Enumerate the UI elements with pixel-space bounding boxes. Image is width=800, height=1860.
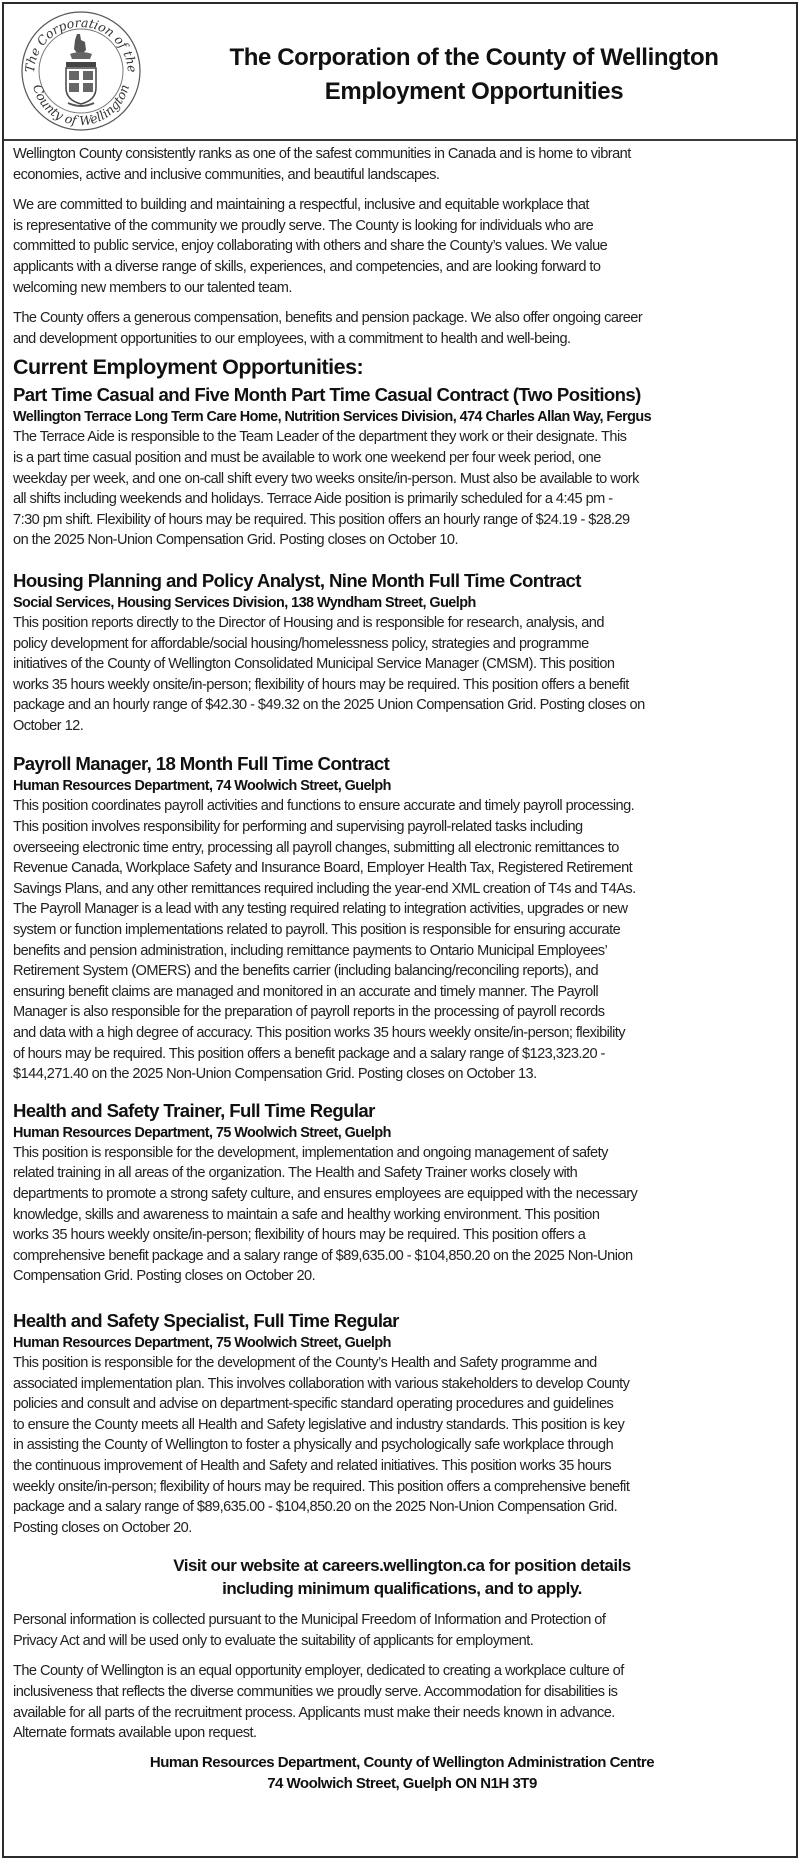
job-description-line: 7:30 pm shift. Flexibility of hours may be required. This position offers an hourly range of $24.19 - $28.29 (13, 511, 630, 528)
text-line: available for all parts of the recruitment process. Applicants must make their needs known in advance. (13, 1704, 615, 1721)
job-title: Health and Safety Trainer, Full Time Regular (13, 1099, 375, 1121)
intro-paragraph (13, 144, 791, 185)
job-description-line: and data with a high degree of accuracy. This position works 35 hours weekly onsite/in-person; flexibility (13, 1025, 626, 1041)
job-location: Human Resources Department, 75 Woolwich Street, Guelph (13, 1124, 391, 1141)
visit-line-2: including minimum qualifications, and to apply. (222, 1579, 582, 1599)
job-description-line: The Terrace Aide is responsible to the Team Leader of the department they work or their designate. This (13, 429, 627, 446)
job-description-line: works 35 hours weekly onsite/in-person; flexibility of hours may be required. This position offers a benefit (13, 676, 629, 693)
content (13, 144, 791, 1794)
job-posting (13, 1309, 791, 1538)
job-posting (13, 383, 791, 551)
job-description-line: policy development for affordable/social housing/homelessness policy, strategies and programme (13, 635, 589, 652)
page-title: The Corporation of the County of Wellington (229, 44, 719, 71)
svg-text:County of Wellington: County of Wellington (29, 82, 132, 129)
job-description-line: package and an hourly range of $42.30 - $49.32 on the 2025 Union Compensation Grid. Posting closes on (13, 697, 645, 714)
job-description-line: Compensation Grid. Posting closes on October 20. (13, 1268, 316, 1285)
job-description-line: system or function implementations related to payroll. This position is responsible for ensuring accurate (13, 922, 621, 939)
job-description-line: Revenue Canada, Workplace Safety and Insurance Board, Employer Health Tax, Registered Retirement (13, 860, 633, 877)
job-posting (13, 569, 791, 737)
job-description-line: on the 2025 Non-Union Compensation Grid. Posting closes on October 10. (13, 532, 458, 549)
text-line: Alternate formats available upon request. (13, 1725, 257, 1742)
page-subtitle: Employment Opportunities (324, 78, 624, 105)
job-description-line: weekday per week, and one on-call shift every two weeks onsite/in-person. Must also be available to work (13, 470, 639, 487)
job-description-line: Manager is also responsible for the preparation of payroll reports in the processing of payroll records (13, 1004, 605, 1021)
text-line: We are committed to building and maintaining a respectful, inclusive and equitable workplace that (13, 197, 589, 214)
header (4, 4, 796, 141)
job-description-line: This position coordinates payroll activities and functions to ensure accurate and timely payroll processing. (13, 798, 635, 815)
visit-line-1: Visit our website at careers.wellington.ca for position details (173, 1556, 631, 1576)
job-description-line: is a part time casual position and must be available to work one weekend per four week period, one (13, 449, 601, 466)
text-line: The County of Wellington is an equal opportunity employer, dedicated to creating a workplace culture of (13, 1663, 624, 1680)
privacy-paragraph (13, 1610, 791, 1651)
section-heading: Current Employment Opportunities: (13, 355, 364, 380)
job-location: Human Resources Department, 75 Woolwich Street, Guelph (13, 1334, 391, 1351)
job-description-line: Savings Plans, and any other remittances required including the year-end XML creation of T4s and T4As. (13, 880, 636, 897)
equal-opportunity-paragraph (13, 1661, 791, 1743)
job-description-line: to ensure the County meets all Health and Safety legislative and industry standards. This position is key (13, 1416, 625, 1433)
job-title: Part Time Casual and Five Month Part Time Casual Contract (Two Positions) (13, 384, 641, 406)
text-line: and development opportunities to our employees, with a commitment to health and well-being. (13, 330, 571, 347)
text-line: inclusiveness that reflects the diverse communities we proudly serve. Accommodation for disabilities is (13, 1684, 618, 1701)
job-description-line: benefits and pension administration, including remittance payments to Ontario Municipal Employees’ (13, 942, 608, 959)
text-line: applicants with a diverse range of skills, experiences, and competencies, and are looking forward to (13, 258, 601, 275)
job-description-line: Retirement System (OMERS) and the benefits carrier (including balancing/reconciling reports), and (13, 963, 599, 980)
job-title: Health and Safety Specialist, Full Time Regular (13, 1309, 399, 1331)
job-description-line: weekly onsite/in-person; flexibility of hours may be required. This position offers a comprehensive benefit (13, 1478, 630, 1495)
visit-website-note (13, 1554, 791, 1600)
job-description-line: associated implementation plan. This involves collaboration with various stakeholders to develop County (13, 1375, 630, 1392)
job-location: Wellington Terrace Long Term Care Home, Nutrition Services Division, 474 Charles Allan Way, Fergus (13, 409, 652, 426)
job-description-line: package and a salary range of $89,635.00 - $104,850.20 on the 2025 Non-Union Compensation Grid. (13, 1499, 618, 1516)
job-description-line: ensuring benefit claims are managed and monitored in an accurate and timely manner. The Payroll (13, 983, 599, 1000)
text-line: welcoming new members to our talented team. (13, 279, 292, 296)
job-description-line: works 35 hours weekly onsite/in-person; flexibility of hours may be required. This position offers a (13, 1227, 586, 1244)
job-description-line: overseeing electronic time entry, processing all payroll changes, submitting all electronic remittances to (13, 839, 619, 856)
job-location: Social Services, Housing Services Division, 138 Wyndham Street, Guelph (13, 594, 476, 611)
benefits-paragraph (13, 308, 791, 349)
text-line: is representative of the community we proudly serve. The County is looking for individuals who are (13, 217, 594, 234)
footer-line-2: 74 Woolwich Street, Guelph ON N1H 3T9 (267, 1774, 537, 1792)
job-description-line: related training in all areas of the organization. The Health and Safety Trainer works closely with (13, 1165, 578, 1182)
text-line: Personal information is collected pursuant to the Municipal Freedom of Information and Protection of (13, 1612, 606, 1629)
footer-line-1: Human Resources Department, County of Wellington Administration Centre (149, 1753, 655, 1771)
job-description-line: This position involves responsibility for performing and supervising payroll-related tasks including (13, 819, 583, 836)
job-description-line: The Payroll Manager is a lead with any testing required relating to integration activities, upgrades or new (13, 901, 628, 918)
job-description-line: comprehensive benefit package and a salary range of $89,635.00 - $104,850.20 on the 2025 Non-Union (13, 1247, 633, 1264)
text-line: Privacy Act and will be used only to evaluate the suitability of applicants for employment. (13, 1632, 534, 1649)
job-description-line: This position reports directly to the Director of Housing and is responsible for research, analysis, and (13, 614, 604, 631)
document-frame (2, 2, 798, 1858)
commitment-paragraph (13, 195, 791, 298)
job-description-line: Posting closes on October 20. (13, 1519, 192, 1536)
job-description-line: of hours may be required. This position offers a benefit package and a salary range of $123,323.20 - (13, 1045, 605, 1062)
text-line: committed to public service, enjoy collaborating with others and share the County’s values. We value (13, 238, 608, 255)
job-title: Housing Planning and Policy Analyst, Nine Month Full Time Contract (13, 569, 581, 591)
text-line: Wellington County consistently ranks as one of the safest communities in Canada and is home to vibrant (13, 146, 631, 162)
job-description-line: in assisting the County of Wellington to foster a physically and psychologically safe workplace through (13, 1437, 614, 1454)
job-description-line: initiatives of the County of Wellington Consolidated Municipal Service Manager (CMSM). This position (13, 656, 615, 673)
job-description-line: October 12. (13, 717, 84, 734)
svg-text:The Corporation of the: The Corporation of the (21, 14, 141, 74)
footer-address (13, 1752, 791, 1794)
job-description-line: knowledge, skills and awareness to maintain a safe and healthy working environment. This position (13, 1206, 600, 1223)
job-posting (13, 1099, 791, 1287)
text-line: economies, active and inclusive communities, and beautiful landscapes. (13, 166, 440, 183)
job-list (13, 383, 791, 1538)
county-seal-logo (20, 10, 142, 132)
job-description-line: the continuous improvement of Health and Safety and related initiatives. This position works 35 hours (13, 1457, 612, 1474)
job-description-line: $144,271.40 on the 2025 Non-Union Compensation Grid. Posting closes on October 13. (13, 1066, 537, 1083)
job-title: Payroll Manager, 18 Month Full Time Contract (13, 753, 390, 775)
job-location: Human Resources Department, 74 Woolwich Street, Guelph (13, 778, 391, 795)
job-description-line: This position is responsible for the development of the County’s Health and Safety programme and (13, 1354, 597, 1371)
job-description-line: This position is responsible for the development, implementation and ongoing management of safety (13, 1144, 608, 1161)
job-posting (13, 752, 791, 1084)
job-description-line: policies and consult and advise on department-specific standard operating procedures and guidelines (13, 1396, 614, 1413)
job-description-line: all shifts including weekends and holidays. Terrace Aide position is primarily scheduled for a 4:45 pm - (13, 491, 613, 508)
job-description-line: departments to promote a strong safety culture, and ensures employees are equipped with the necessary (13, 1185, 638, 1202)
text-line: The County offers a generous compensation, benefits and pension package. We also offer ongoing career (13, 310, 643, 327)
